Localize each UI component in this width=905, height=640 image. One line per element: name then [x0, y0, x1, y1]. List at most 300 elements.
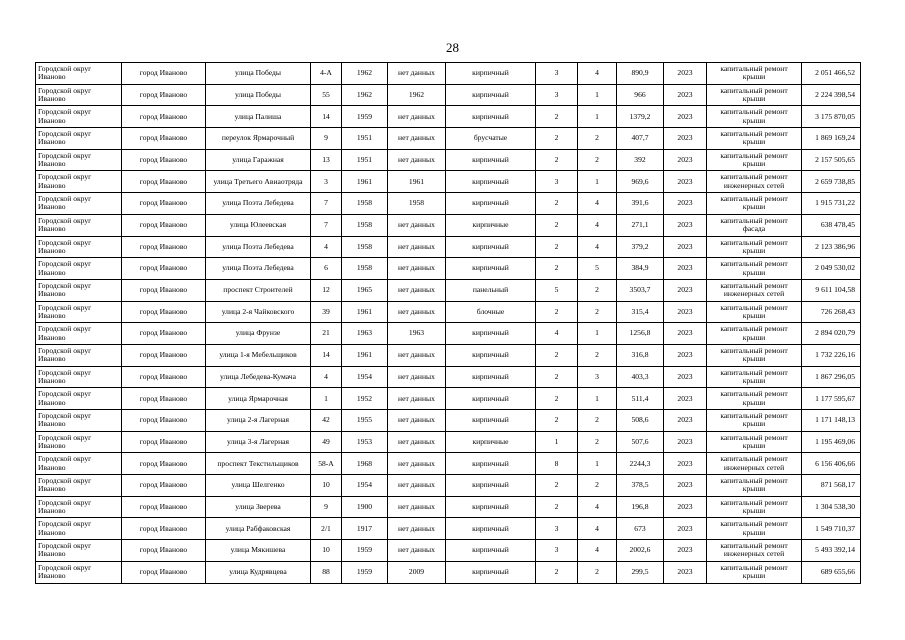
table-row: [36, 540, 861, 562]
renovation-year-cell: нет данных: [388, 236, 446, 258]
wall-material-cell: кирпичный: [446, 540, 536, 562]
house-number-cell: 4-А: [311, 63, 342, 85]
renovation-year-cell: нет данных: [388, 496, 446, 518]
area-cell: 673: [617, 518, 664, 540]
area-cell: 507,6: [617, 431, 664, 453]
plan-year-cell: 2023: [664, 279, 707, 301]
house-number-cell: 9: [311, 128, 342, 150]
settlement-cell: город Иваново: [122, 214, 206, 236]
table-row: [36, 475, 861, 497]
house-number-cell: 88: [311, 561, 342, 583]
repair-type-cell: капитальный ремонт крыши: [707, 496, 802, 518]
municipality-cell: Городской округ Иваново: [36, 540, 122, 562]
street-cell: улица Мякишева: [206, 540, 311, 562]
municipality-cell: Городской округ Иваново: [36, 431, 122, 453]
settlement-cell: город Иваново: [122, 128, 206, 150]
built-year-cell: 1958: [342, 193, 388, 215]
built-year-cell: 1968: [342, 453, 388, 475]
plan-year-cell: 2023: [664, 214, 707, 236]
renovation-year-cell: нет данных: [388, 344, 446, 366]
entrances-cell: 1: [578, 453, 617, 475]
wall-material-cell: кирпичные: [446, 431, 536, 453]
buildings-repair-table: [35, 62, 861, 584]
table-row: [36, 258, 861, 280]
settlement-cell: город Иваново: [122, 410, 206, 432]
street-cell: улица Третьего Авиаотряда: [206, 171, 311, 193]
plan-year-cell: 2023: [664, 561, 707, 583]
street-cell: улица 1-я Мебельщиков: [206, 344, 311, 366]
plan-year-cell: 2023: [664, 453, 707, 475]
floors-cell: 3: [536, 63, 578, 85]
entrances-cell: 5: [578, 258, 617, 280]
repair-type-cell: капитальный ремонт крыши: [707, 388, 802, 410]
renovation-year-cell: нет данных: [388, 214, 446, 236]
municipality-cell: Городской округ Иваново: [36, 323, 122, 345]
street-cell: проспект Текстильщиков: [206, 453, 311, 475]
plan-year-cell: 2023: [664, 193, 707, 215]
wall-material-cell: кирпичный: [446, 258, 536, 280]
table-row: [36, 561, 861, 583]
built-year-cell: 1963: [342, 323, 388, 345]
street-cell: улица 3-я Лагерная: [206, 431, 311, 453]
cost-cell: 1 195 469,06: [802, 431, 861, 453]
wall-material-cell: кирпичный: [446, 344, 536, 366]
entrances-cell: 4: [578, 236, 617, 258]
floors-cell: 2: [536, 128, 578, 150]
repair-type-cell: капитальный ремонт крыши: [707, 301, 802, 323]
table-row: [36, 149, 861, 171]
house-number-cell: 6: [311, 258, 342, 280]
wall-material-cell: кирпичный: [446, 149, 536, 171]
street-cell: переулок Ярмарочный: [206, 128, 311, 150]
page-number: 28: [446, 40, 459, 55]
table-row: [36, 301, 861, 323]
renovation-year-cell: нет данных: [388, 388, 446, 410]
floors-cell: 2: [536, 214, 578, 236]
entrances-cell: 2: [578, 410, 617, 432]
house-number-cell: 39: [311, 301, 342, 323]
municipality-cell: Городской округ Иваново: [36, 149, 122, 171]
repair-type-cell: капитальный ремонт крыши: [707, 475, 802, 497]
street-cell: улица Гаражная: [206, 149, 311, 171]
municipality-cell: Городской округ Иваново: [36, 128, 122, 150]
settlement-cell: город Иваново: [122, 518, 206, 540]
settlement-cell: город Иваново: [122, 258, 206, 280]
renovation-year-cell: 1958: [388, 193, 446, 215]
floors-cell: 2: [536, 149, 578, 171]
wall-material-cell: кирпичный: [446, 475, 536, 497]
street-cell: улица Шелгенко: [206, 475, 311, 497]
repair-type-cell: капитальный ремонт фасада: [707, 214, 802, 236]
cost-cell: 9 611 104,58: [802, 279, 861, 301]
built-year-cell: 1900: [342, 496, 388, 518]
built-year-cell: 1961: [342, 344, 388, 366]
table-row: [36, 410, 861, 432]
wall-material-cell: блочные: [446, 301, 536, 323]
house-number-cell: 14: [311, 344, 342, 366]
entrances-cell: 2: [578, 149, 617, 171]
municipality-cell: Городской округ Иваново: [36, 279, 122, 301]
cost-cell: 689 655,66: [802, 561, 861, 583]
entrances-cell: 4: [578, 193, 617, 215]
cost-cell: 2 659 738,85: [802, 171, 861, 193]
plan-year-cell: 2023: [664, 496, 707, 518]
area-cell: 403,3: [617, 366, 664, 388]
cost-cell: 3 175 870,05: [802, 106, 861, 128]
repair-type-cell: капитальный ремонт крыши: [707, 84, 802, 106]
municipality-cell: Городской округ Иваново: [36, 344, 122, 366]
plan-year-cell: 2023: [664, 540, 707, 562]
street-cell: улица Поэта Лебедева: [206, 258, 311, 280]
built-year-cell: 1962: [342, 84, 388, 106]
renovation-year-cell: нет данных: [388, 258, 446, 280]
floors-cell: 5: [536, 279, 578, 301]
table-row: [36, 128, 861, 150]
floors-cell: 8: [536, 453, 578, 475]
municipality-cell: Городской округ Иваново: [36, 171, 122, 193]
wall-material-cell: брусчатые: [446, 128, 536, 150]
repair-type-cell: капитальный ремонт крыши: [707, 149, 802, 171]
table-row: [36, 236, 861, 258]
plan-year-cell: 2023: [664, 344, 707, 366]
wall-material-cell: кирпичный: [446, 323, 536, 345]
settlement-cell: город Иваново: [122, 106, 206, 128]
house-number-cell: 4: [311, 236, 342, 258]
settlement-cell: город Иваново: [122, 84, 206, 106]
settlement-cell: город Иваново: [122, 344, 206, 366]
house-number-cell: 1: [311, 388, 342, 410]
street-cell: улица Палиша: [206, 106, 311, 128]
entrances-cell: 4: [578, 214, 617, 236]
wall-material-cell: кирпичный: [446, 496, 536, 518]
plan-year-cell: 2023: [664, 171, 707, 193]
cost-cell: 638 478,45: [802, 214, 861, 236]
wall-material-cell: кирпичный: [446, 63, 536, 85]
table-row: [36, 214, 861, 236]
entrances-cell: 4: [578, 63, 617, 85]
table-row: [36, 63, 861, 85]
table-row: [36, 193, 861, 215]
area-cell: 378,5: [617, 475, 664, 497]
renovation-year-cell: нет данных: [388, 106, 446, 128]
street-cell: улица 2-я Лагерная: [206, 410, 311, 432]
area-cell: 379,2: [617, 236, 664, 258]
floors-cell: 2: [536, 301, 578, 323]
built-year-cell: 1954: [342, 475, 388, 497]
house-number-cell: 49: [311, 431, 342, 453]
table-row: [36, 344, 861, 366]
municipality-cell: Городской округ Иваново: [36, 236, 122, 258]
entrances-cell: 1: [578, 171, 617, 193]
wall-material-cell: кирпичный: [446, 106, 536, 128]
settlement-cell: город Иваново: [122, 475, 206, 497]
table-row: [36, 453, 861, 475]
street-cell: улица Победы: [206, 63, 311, 85]
area-cell: 508,6: [617, 410, 664, 432]
wall-material-cell: кирпичный: [446, 84, 536, 106]
house-number-cell: 12: [311, 279, 342, 301]
wall-material-cell: кирпичный: [446, 410, 536, 432]
cost-cell: 2 157 505,65: [802, 149, 861, 171]
entrances-cell: 2: [578, 431, 617, 453]
area-cell: 384,9: [617, 258, 664, 280]
area-cell: 969,6: [617, 171, 664, 193]
wall-material-cell: кирпичный: [446, 193, 536, 215]
built-year-cell: 1952: [342, 388, 388, 410]
house-number-cell: 7: [311, 214, 342, 236]
floors-cell: 2: [536, 193, 578, 215]
settlement-cell: город Иваново: [122, 279, 206, 301]
renovation-year-cell: нет данных: [388, 128, 446, 150]
repair-type-cell: капитальный ремонт инженерных сетей: [707, 171, 802, 193]
municipality-cell: Городской округ Иваново: [36, 475, 122, 497]
plan-year-cell: 2023: [664, 388, 707, 410]
renovation-year-cell: 1963: [388, 323, 446, 345]
plan-year-cell: 2023: [664, 518, 707, 540]
municipality-cell: Городской округ Иваново: [36, 410, 122, 432]
area-cell: 196,8: [617, 496, 664, 518]
built-year-cell: 1953: [342, 431, 388, 453]
settlement-cell: город Иваново: [122, 388, 206, 410]
floors-cell: 2: [536, 106, 578, 128]
floors-cell: 2: [536, 344, 578, 366]
area-cell: 315,4: [617, 301, 664, 323]
built-year-cell: 1917: [342, 518, 388, 540]
repair-type-cell: капитальный ремонт крыши: [707, 410, 802, 432]
cost-cell: 2 123 386,96: [802, 236, 861, 258]
cost-cell: 1 177 595,67: [802, 388, 861, 410]
street-cell: улица Поэта Лебедева: [206, 193, 311, 215]
street-cell: улица Рабфаковская: [206, 518, 311, 540]
area-cell: 890,9: [617, 63, 664, 85]
street-cell: улица Поэта Лебедева: [206, 236, 311, 258]
house-number-cell: 13: [311, 149, 342, 171]
renovation-year-cell: 1961: [388, 171, 446, 193]
wall-material-cell: кирпичный: [446, 236, 536, 258]
street-cell: улица Зверева: [206, 496, 311, 518]
repair-type-cell: капитальный ремонт крыши: [707, 236, 802, 258]
plan-year-cell: 2023: [664, 431, 707, 453]
cost-cell: 1 732 226,16: [802, 344, 861, 366]
street-cell: улица 2-я Чайковского: [206, 301, 311, 323]
municipality-cell: Городской округ Иваново: [36, 84, 122, 106]
cost-cell: 1 915 731,22: [802, 193, 861, 215]
repair-type-cell: капитальный ремонт крыши: [707, 128, 802, 150]
renovation-year-cell: нет данных: [388, 279, 446, 301]
repair-type-cell: капитальный ремонт крыши: [707, 106, 802, 128]
repair-type-cell: капитальный ремонт крыши: [707, 323, 802, 345]
floors-cell: 2: [536, 496, 578, 518]
renovation-year-cell: нет данных: [388, 540, 446, 562]
table-row: [36, 323, 861, 345]
municipality-cell: Городской округ Иваново: [36, 301, 122, 323]
street-cell: улица Победы: [206, 84, 311, 106]
area-cell: 3503,7: [617, 279, 664, 301]
table-row: [36, 366, 861, 388]
settlement-cell: город Иваново: [122, 149, 206, 171]
settlement-cell: город Иваново: [122, 171, 206, 193]
entrances-cell: 1: [578, 388, 617, 410]
entrances-cell: 4: [578, 540, 617, 562]
settlement-cell: город Иваново: [122, 236, 206, 258]
settlement-cell: город Иваново: [122, 453, 206, 475]
built-year-cell: 1954: [342, 366, 388, 388]
built-year-cell: 1965: [342, 279, 388, 301]
area-cell: 299,5: [617, 561, 664, 583]
built-year-cell: 1951: [342, 149, 388, 171]
street-cell: улица Ярмарочная: [206, 388, 311, 410]
cost-cell: 871 568,17: [802, 475, 861, 497]
entrances-cell: 2: [578, 475, 617, 497]
cost-cell: 1 867 296,05: [802, 366, 861, 388]
floors-cell: 3: [536, 518, 578, 540]
entrances-cell: 2: [578, 301, 617, 323]
floors-cell: 2: [536, 410, 578, 432]
house-number-cell: 14: [311, 106, 342, 128]
house-number-cell: 7: [311, 193, 342, 215]
built-year-cell: 1951: [342, 128, 388, 150]
wall-material-cell: кирпичный: [446, 518, 536, 540]
plan-year-cell: 2023: [664, 84, 707, 106]
built-year-cell: 1962: [342, 63, 388, 85]
settlement-cell: город Иваново: [122, 366, 206, 388]
built-year-cell: 1959: [342, 561, 388, 583]
floors-cell: 2: [536, 366, 578, 388]
entrances-cell: 2: [578, 279, 617, 301]
table-row: [36, 496, 861, 518]
built-year-cell: 1958: [342, 214, 388, 236]
house-number-cell: 10: [311, 475, 342, 497]
settlement-cell: город Иваново: [122, 561, 206, 583]
floors-cell: 4: [536, 323, 578, 345]
house-number-cell: 2/1: [311, 518, 342, 540]
repair-type-cell: капитальный ремонт крыши: [707, 518, 802, 540]
built-year-cell: 1961: [342, 171, 388, 193]
wall-material-cell: кирпичный: [446, 171, 536, 193]
repair-type-cell: капитальный ремонт крыши: [707, 366, 802, 388]
area-cell: 966: [617, 84, 664, 106]
wall-material-cell: кирпичный: [446, 453, 536, 475]
area-cell: 391,6: [617, 193, 664, 215]
renovation-year-cell: нет данных: [388, 475, 446, 497]
house-number-cell: 4: [311, 366, 342, 388]
cost-cell: 2 224 398,54: [802, 84, 861, 106]
table-row: [36, 431, 861, 453]
cost-cell: 2 051 466,52: [802, 63, 861, 85]
area-cell: 407,7: [617, 128, 664, 150]
street-cell: улица Лебедева-Кумача: [206, 366, 311, 388]
renovation-year-cell: нет данных: [388, 518, 446, 540]
renovation-year-cell: нет данных: [388, 453, 446, 475]
wall-material-cell: кирпичные: [446, 214, 536, 236]
plan-year-cell: 2023: [664, 301, 707, 323]
house-number-cell: 3: [311, 171, 342, 193]
cost-cell: 2 894 020,79: [802, 323, 861, 345]
cost-cell: 2 049 530,02: [802, 258, 861, 280]
floors-cell: 2: [536, 258, 578, 280]
street-cell: проспект Строителей: [206, 279, 311, 301]
municipality-cell: Городской округ Иваново: [36, 258, 122, 280]
settlement-cell: город Иваново: [122, 323, 206, 345]
repair-type-cell: капитальный ремонт крыши: [707, 193, 802, 215]
wall-material-cell: кирпичный: [446, 388, 536, 410]
renovation-year-cell: 2009: [388, 561, 446, 583]
settlement-cell: город Иваново: [122, 63, 206, 85]
renovation-year-cell: нет данных: [388, 63, 446, 85]
settlement-cell: город Иваново: [122, 193, 206, 215]
entrances-cell: 2: [578, 128, 617, 150]
floors-cell: 3: [536, 171, 578, 193]
cost-cell: 1 304 538,30: [802, 496, 861, 518]
street-cell: улица Юлеевская: [206, 214, 311, 236]
table-row: [36, 171, 861, 193]
area-cell: 271,1: [617, 214, 664, 236]
built-year-cell: 1961: [342, 301, 388, 323]
cost-cell: 5 493 392,14: [802, 540, 861, 562]
table-row: [36, 388, 861, 410]
cost-cell: 1 869 169,24: [802, 128, 861, 150]
renovation-year-cell: нет данных: [388, 366, 446, 388]
cost-cell: 6 156 406,66: [802, 453, 861, 475]
renovation-year-cell: 1962: [388, 84, 446, 106]
floors-cell: 2: [536, 236, 578, 258]
house-number-cell: 58-А: [311, 453, 342, 475]
floors-cell: 2: [536, 475, 578, 497]
plan-year-cell: 2023: [664, 258, 707, 280]
plan-year-cell: 2023: [664, 475, 707, 497]
wall-material-cell: кирпичный: [446, 366, 536, 388]
plan-year-cell: 2023: [664, 149, 707, 171]
area-cell: 2244,3: [617, 453, 664, 475]
area-cell: 1379,2: [617, 106, 664, 128]
plan-year-cell: 2023: [664, 128, 707, 150]
entrances-cell: 4: [578, 496, 617, 518]
entrances-cell: 1: [578, 323, 617, 345]
plan-year-cell: 2023: [664, 63, 707, 85]
settlement-cell: город Иваново: [122, 540, 206, 562]
area-cell: 1256,8: [617, 323, 664, 345]
area-cell: 2002,6: [617, 540, 664, 562]
house-number-cell: 9: [311, 496, 342, 518]
floors-cell: 2: [536, 388, 578, 410]
house-number-cell: 55: [311, 84, 342, 106]
repair-type-cell: капитальный ремонт инженерных сетей: [707, 540, 802, 562]
street-cell: улица Фрунзе: [206, 323, 311, 345]
wall-material-cell: кирпичный: [446, 561, 536, 583]
settlement-cell: город Иваново: [122, 431, 206, 453]
repair-type-cell: капитальный ремонт крыши: [707, 258, 802, 280]
municipality-cell: Городской округ Иваново: [36, 518, 122, 540]
entrances-cell: 2: [578, 561, 617, 583]
repair-type-cell: капитальный ремонт крыши: [707, 561, 802, 583]
municipality-cell: Городской округ Иваново: [36, 193, 122, 215]
built-year-cell: 1955: [342, 410, 388, 432]
built-year-cell: 1959: [342, 540, 388, 562]
entrances-cell: 1: [578, 84, 617, 106]
municipality-cell: Городской округ Иваново: [36, 106, 122, 128]
house-number-cell: 21: [311, 323, 342, 345]
settlement-cell: город Иваново: [122, 496, 206, 518]
renovation-year-cell: нет данных: [388, 410, 446, 432]
area-cell: 392: [617, 149, 664, 171]
house-number-cell: 42: [311, 410, 342, 432]
municipality-cell: Городской округ Иваново: [36, 366, 122, 388]
built-year-cell: 1958: [342, 236, 388, 258]
plan-year-cell: 2023: [664, 106, 707, 128]
table-row: [36, 106, 861, 128]
area-cell: 511,4: [617, 388, 664, 410]
plan-year-cell: 2023: [664, 410, 707, 432]
